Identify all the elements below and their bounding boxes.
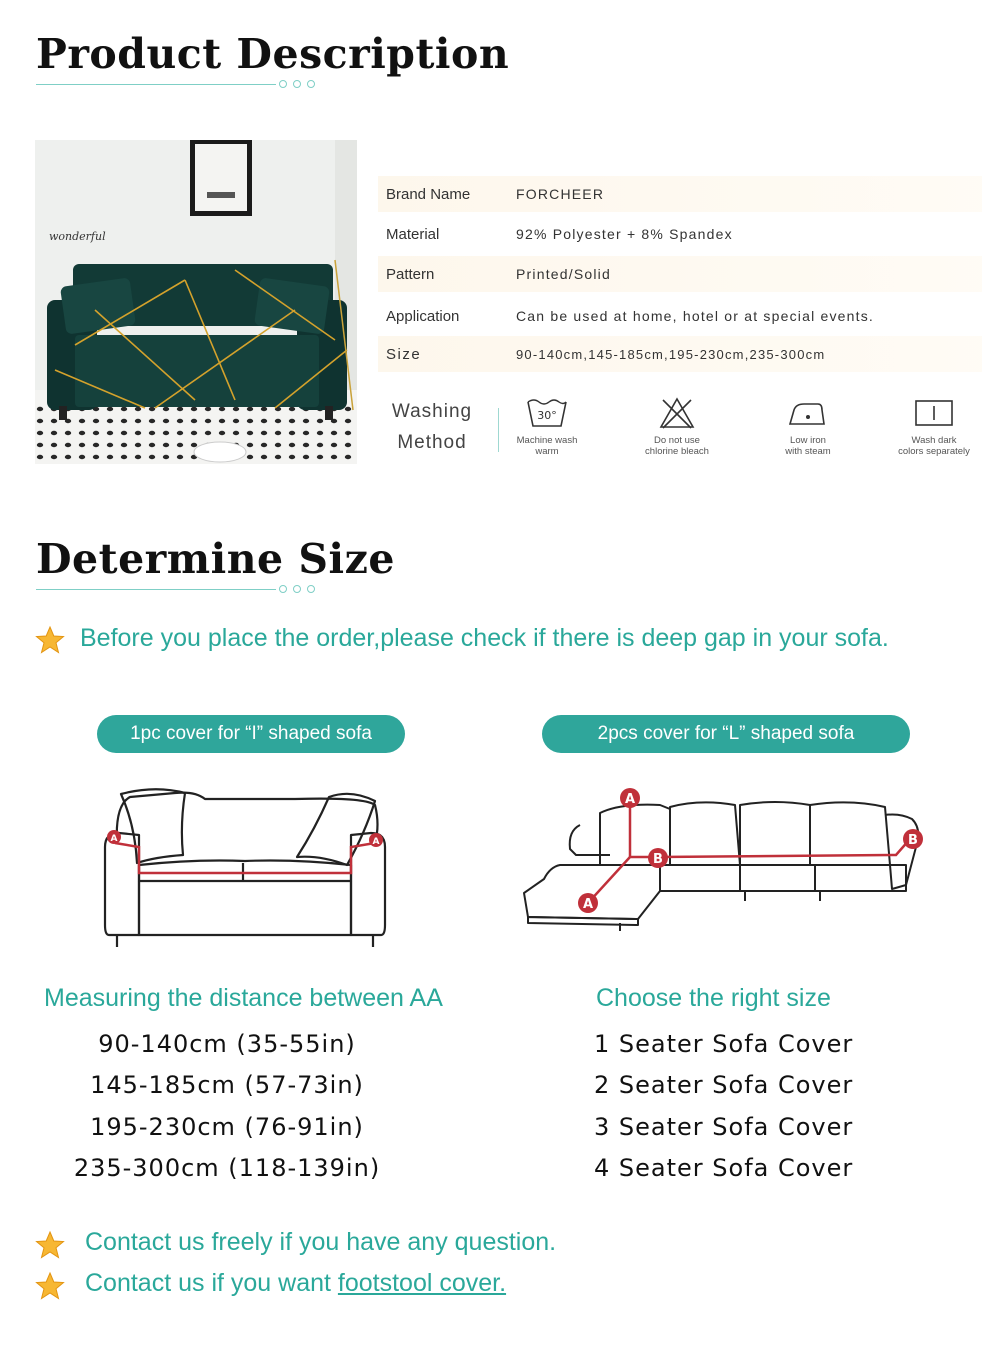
- footstool-note-prefix: Contact us if you want: [85, 1269, 338, 1297]
- measurement-line: 145-185cm (57-73in): [90, 1071, 364, 1099]
- footstool-note: [85, 1269, 506, 1298]
- title-underline: [36, 589, 276, 590]
- cover-line: 3 Seater Sofa Cover: [594, 1113, 854, 1141]
- spec-label: Pattern: [386, 265, 435, 283]
- spec-row-pattern: [378, 256, 982, 292]
- low-iron-icon: [786, 396, 830, 430]
- wash-caption: Wash dark: [911, 435, 957, 446]
- washing-label-line2: Method: [397, 432, 467, 453]
- spec-row-material: [378, 216, 982, 252]
- spec-value: FORCHEER: [516, 186, 605, 202]
- product-description-title: Product Description: [36, 30, 510, 78]
- spec-label: Size: [386, 345, 422, 363]
- photo-wall-text: wonderful: [49, 230, 106, 243]
- cover-line: 2 Seater Sofa Cover: [594, 1071, 854, 1099]
- wash-item-machine: [497, 396, 597, 457]
- wash-item-bleach: [627, 396, 727, 457]
- product-photo: [35, 140, 357, 464]
- star-icon: [35, 1271, 65, 1301]
- washing-method-label: [384, 396, 480, 458]
- footstool-cover-link[interactable]: footstool cover.: [337, 1269, 507, 1297]
- spec-label: Brand Name: [386, 185, 471, 203]
- measurement-line: 90-140cm (35-55in): [98, 1030, 356, 1058]
- spec-row-application: [378, 298, 982, 334]
- spec-label: Material: [386, 225, 440, 243]
- marker-b: B: [653, 852, 663, 867]
- no-bleach-icon: [655, 396, 699, 430]
- marker-b: B: [908, 833, 918, 848]
- pill-l-shaped: 2pcs cover for “L” shaped sofa: [542, 715, 910, 753]
- choose-heading: Choose the right size: [596, 984, 831, 1012]
- wash-caption: chlorine bleach: [645, 446, 709, 457]
- determine-size-title: Determine Size: [36, 535, 395, 583]
- spec-row-brand: [378, 176, 982, 212]
- spec-value: 92% Polyester + 8% Spandex: [516, 226, 733, 242]
- measurement-line: 195-230cm (76-91in): [90, 1113, 364, 1141]
- contact-note: Contact us freely if you have any question.: [85, 1228, 557, 1256]
- measure-heading: Measuring the distance between AA: [44, 984, 443, 1012]
- star-icon: [35, 625, 65, 655]
- wash-caption: Low iron: [790, 435, 826, 446]
- spec-label: Application: [386, 307, 460, 325]
- wash-item-separate: [884, 396, 984, 457]
- l-shaped-sofa-diagram: [520, 785, 930, 935]
- underline-dot: [293, 585, 301, 593]
- wash-caption: warm: [535, 446, 559, 457]
- wash-caption: Machine wash: [516, 435, 578, 446]
- wash-item-iron: [758, 396, 858, 457]
- underline-dot: [279, 80, 287, 88]
- cover-line: 4 Seater Sofa Cover: [594, 1154, 854, 1182]
- spec-value: Printed/Solid: [516, 266, 611, 282]
- star-icon: [35, 1230, 65, 1260]
- gap-notice: Before you place the order,please check if there is deep gap in your sofa.: [80, 624, 889, 652]
- underline-dot: [307, 80, 315, 88]
- sofa-photo-illustration: [35, 140, 357, 464]
- title-underline: [36, 84, 276, 85]
- i-shaped-sofa-diagram: [95, 785, 395, 955]
- washing-label-line1: Washing: [391, 401, 473, 422]
- underline-dot: [307, 585, 315, 593]
- wash-temp: 30°: [537, 409, 557, 422]
- cover-line: 1 Seater Sofa Cover: [594, 1030, 854, 1058]
- marker-a: A: [582, 897, 594, 912]
- wash-caption: with steam: [785, 446, 831, 457]
- marker-a: A: [624, 792, 636, 807]
- wash-caption: Do not use: [654, 435, 700, 446]
- marker-a: A: [110, 834, 118, 844]
- spec-value: Can be used at home, hotel or at special events.: [516, 308, 875, 324]
- pill-i-shaped: 1pc cover for “I” shaped sofa: [97, 715, 405, 753]
- underline-dot: [279, 585, 287, 593]
- wash-caption: colors separately: [898, 446, 970, 457]
- wash-separately-icon: [912, 396, 956, 430]
- machine-wash-30-icon: [525, 396, 569, 430]
- underline-dot: [293, 80, 301, 88]
- measurement-line: 235-300cm (118-139in): [73, 1154, 381, 1182]
- spec-value: 90-140cm,145-185cm,195-230cm,235-300cm: [516, 346, 826, 362]
- spec-row-size: [378, 336, 982, 372]
- marker-a: A: [372, 837, 380, 847]
